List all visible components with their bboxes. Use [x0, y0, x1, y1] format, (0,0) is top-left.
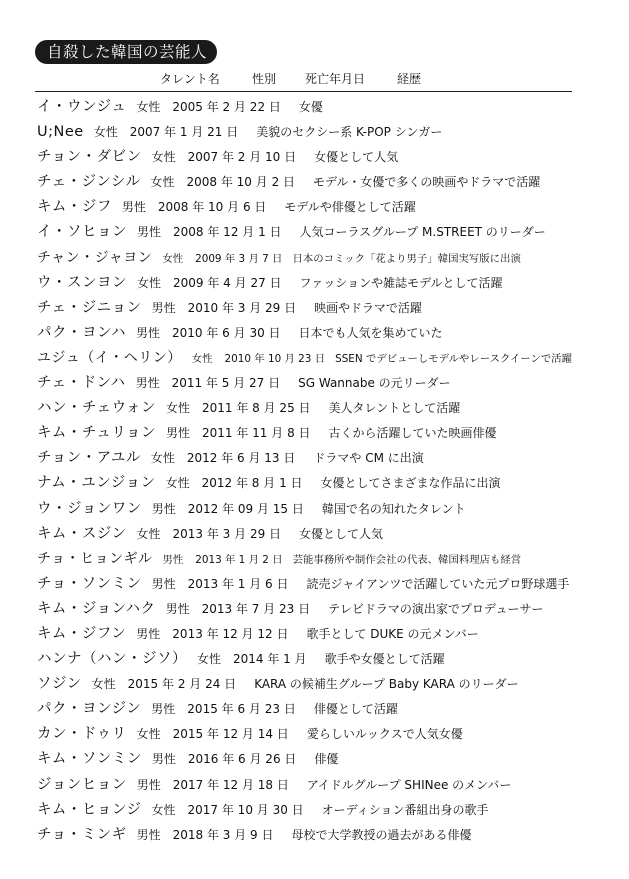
talent-name: パク・ヨンジン [37, 701, 142, 718]
list-item [37, 645, 597, 670]
talent-name: パク・ヨンハ [37, 324, 126, 341]
gender: 女性 [93, 125, 118, 140]
death-date: 2011 年 8 月 25 日 [202, 401, 311, 416]
gender: 女性 [165, 401, 190, 416]
talent-name: イ・ソヒョン [37, 224, 127, 241]
gender: 男性 [151, 501, 176, 516]
career: 女優としてさまざまな作品に出演 [320, 476, 501, 491]
gender: 女性 [136, 727, 161, 742]
gender: 男性 [135, 376, 160, 391]
career: 俳優として活躍 [313, 702, 398, 717]
list-item [37, 821, 597, 846]
gender: 女性 [197, 652, 222, 667]
gender: 女性 [150, 175, 175, 190]
gender: 男性 [165, 426, 190, 441]
career: 歌手として DUKE の元メンバー [306, 626, 479, 641]
list-item [37, 570, 597, 595]
death-date: 2013 年 12 月 12 日 [172, 626, 289, 641]
gender: 女性 [151, 150, 176, 165]
death-date: 2008 年 12 月 1 日 [173, 225, 282, 240]
list-item [37, 218, 597, 243]
list-item [37, 745, 597, 770]
talent-name: キム・ソンミン [37, 751, 142, 768]
list-item [37, 143, 597, 168]
death-date: 2014 年 1 月 [233, 652, 307, 667]
talent-name: キム・ヒョンジ [37, 801, 142, 818]
career: SG Wannabe の元リーダー [298, 376, 451, 391]
gender: 男性 [151, 576, 176, 591]
gender: 男性 [162, 553, 184, 566]
gender: 女性 [91, 677, 116, 692]
death-date: 2007 年 1 月 21 日 [129, 125, 239, 140]
career: KARA の候補生グループ Baby KARA のリーダー [254, 677, 519, 692]
career: 読売ジャイアンツで活躍していた元プロ野球選手 [306, 576, 570, 591]
list-item [37, 118, 597, 143]
gender: 女性 [162, 252, 184, 265]
career: アイドルグループ SHINee のメンバー [306, 777, 512, 792]
header-divider [35, 91, 572, 92]
talent-name: ユジュ（イ・ヘリン） [37, 349, 182, 366]
list-item [37, 168, 597, 193]
gender: 女性 [151, 802, 176, 817]
list-item [37, 244, 597, 269]
header-date: 死亡年月日 [305, 72, 366, 86]
death-date: 2012 年 09 月 15 日 [187, 501, 304, 516]
list-item [37, 620, 597, 645]
talent-name: チェ・ジンシル [37, 174, 141, 191]
list-item [37, 193, 597, 218]
gender: 男性 [137, 225, 162, 240]
career: 日本のコミック「花より男子」韓国実写版に出演 [292, 252, 521, 265]
death-date: 2015 年 12 月 14 日 [172, 727, 289, 742]
gender: 男性 [136, 827, 161, 842]
talent-name: チェ・ジニョン [37, 299, 142, 316]
list-item [37, 319, 597, 344]
talent-name: チョ・ソンミン [37, 575, 142, 592]
talent-name: チョン・ダビン [37, 149, 142, 166]
header-career: 経歴 [397, 72, 422, 86]
career: 韓国で名の知れたタレント [321, 501, 466, 516]
list-item [37, 520, 597, 545]
gender: 男性 [136, 777, 161, 792]
gender: 男性 [151, 702, 176, 717]
death-date: 2009 年 3 月 7 日 [195, 252, 283, 265]
career: 俳優 [314, 752, 339, 767]
list-item [37, 595, 597, 620]
list-item [37, 796, 597, 821]
career: 日本でも人気を集めていた [298, 325, 443, 340]
list-item [37, 369, 597, 394]
gender: 男性 [136, 626, 161, 641]
gender: 女性 [191, 352, 213, 365]
death-date: 2008 年 10 月 2 日 [186, 175, 296, 190]
gender: 女性 [150, 451, 175, 466]
death-date: 2012 年 6 月 13 日 [186, 451, 296, 466]
gender: 女性 [165, 476, 190, 491]
list-item [37, 720, 597, 745]
career: 美人タレントとして活躍 [328, 401, 461, 416]
death-date: 2011 年 5 月 27 日 [171, 376, 281, 391]
death-date: 2010 年 10 月 23 日 [224, 352, 326, 365]
talent-name: イ・ウンジュ [37, 99, 127, 115]
talent-name: キム・ジョンハク [37, 600, 156, 617]
death-date: 2011 年 11 月 8 日 [202, 426, 311, 441]
gender: 女性 [136, 100, 161, 114]
career: モデル・女優で多くの映画やドラマで活躍 [313, 175, 541, 190]
career: 愛らしいルックスで人気女優 [306, 727, 463, 742]
death-date: 2010 年 3 月 29 日 [187, 300, 297, 315]
career: ドラマや CM に出演 [313, 451, 424, 466]
gender: 女性 [137, 275, 162, 290]
death-date: 2005 年 2 月 22 日 [172, 100, 281, 114]
list-item [37, 394, 597, 419]
list-item [37, 495, 597, 520]
list-item [37, 294, 597, 319]
career: ファッションや雑誌モデルとして活躍 [299, 275, 503, 290]
talent-name: U;Nee [37, 124, 84, 141]
talent-name: チョ・ミンギ [37, 826, 127, 843]
talent-name: ウ・ジョンワン [37, 500, 142, 517]
death-date: 2017 年 10 月 30 日 [187, 802, 304, 817]
talent-name: ハンナ（ハン・ジソ） [37, 651, 187, 668]
death-date: 2013 年 3 月 29 日 [172, 526, 282, 541]
list-item [37, 670, 597, 695]
list-item [37, 695, 597, 720]
death-date: 2013 年 7 月 23 日 [201, 601, 311, 616]
talent-name: チェ・ドンハ [37, 375, 126, 392]
death-date: 2018 年 3 月 9 日 [172, 827, 274, 842]
career: 歌手や女優として活躍 [324, 652, 445, 667]
talent-name: ハン・チェウォン [37, 400, 156, 417]
gender: 男性 [151, 752, 176, 767]
gender: 男性 [121, 200, 146, 215]
talent-name: チョン・アユル [37, 450, 141, 467]
list-item [37, 545, 597, 570]
list-item [37, 771, 597, 796]
talent-name: ウ・スンヨン [37, 274, 127, 291]
death-date: 2007 年 2 月 10 日 [187, 150, 297, 165]
talent-name: キム・スジン [37, 525, 127, 542]
career: 映画やドラマで活躍 [314, 300, 422, 315]
list-item [37, 444, 597, 469]
gender: 男性 [136, 325, 161, 340]
death-date: 2013 年 1 月 6 日 [187, 576, 289, 591]
death-date: 2013 年 1 月 2 日 [195, 553, 283, 566]
list-item [37, 344, 597, 369]
career: 古くから活躍していた映画俳優 [328, 426, 497, 441]
death-date: 2016 年 6 月 26 日 [187, 752, 297, 767]
talent-name: チョ・ヒョンギル [37, 550, 153, 567]
gender: 男性 [165, 601, 190, 616]
talent-name: カン・ドゥリ [37, 726, 127, 743]
talent-name: キム・チュリョン [37, 425, 156, 442]
list-item [37, 419, 597, 444]
career: 人気コーラスグループ M.STREET のリーダー [299, 225, 546, 240]
header-name: タレント名 [160, 72, 220, 86]
talent-name: チャン・ジャヨン [37, 249, 153, 266]
talent-name: キム・ジフ [37, 199, 112, 216]
career: オーディション番組出身の歌手 [321, 802, 489, 817]
career: 母校で大学教授の過去がある俳優 [291, 827, 472, 842]
career: テレビドラマの演出家でプロデューサー [328, 601, 544, 616]
talent-list [37, 93, 597, 846]
header-gender: 性別 [252, 72, 277, 86]
death-date: 2009 年 4 月 27 日 [173, 275, 282, 290]
talent-name: キム・ジフン [37, 625, 127, 642]
talent-name: ジョンヒョン [37, 776, 127, 793]
gender: 女性 [136, 526, 161, 541]
death-date: 2017 年 12 月 18 日 [172, 777, 289, 792]
death-date: 2012 年 8 月 1 日 [201, 476, 303, 491]
death-date: 2015 年 6 月 23 日 [187, 702, 296, 717]
list-item [37, 93, 597, 118]
death-date: 2010 年 6 月 30 日 [172, 325, 281, 340]
list-item [37, 269, 597, 294]
talent-name: ナム・ユンジョン [37, 475, 156, 492]
list-item [37, 469, 597, 494]
death-date: 2008 年 10 月 6 日 [157, 200, 267, 215]
career: 芸能事務所や制作会社の代表、韓国料理店も経営 [292, 553, 522, 566]
document-title: 自殺した韓国の芸能人 [35, 40, 217, 64]
gender: 男性 [151, 300, 176, 315]
talent-name: ソジン [37, 676, 82, 693]
death-date: 2015 年 2 月 24 日 [127, 677, 237, 692]
career: モデルや俳優として活躍 [284, 200, 416, 215]
career: 女優として人気 [299, 526, 384, 541]
career: 美貌のセクシー系 K-POP シンガー [256, 125, 443, 140]
column-headers [0, 70, 629, 88]
career: SSEN でデビューしモデルやレースクイーンで活躍 [335, 352, 572, 365]
career: 女優として人気 [314, 150, 399, 165]
career: 女優 [298, 100, 323, 114]
